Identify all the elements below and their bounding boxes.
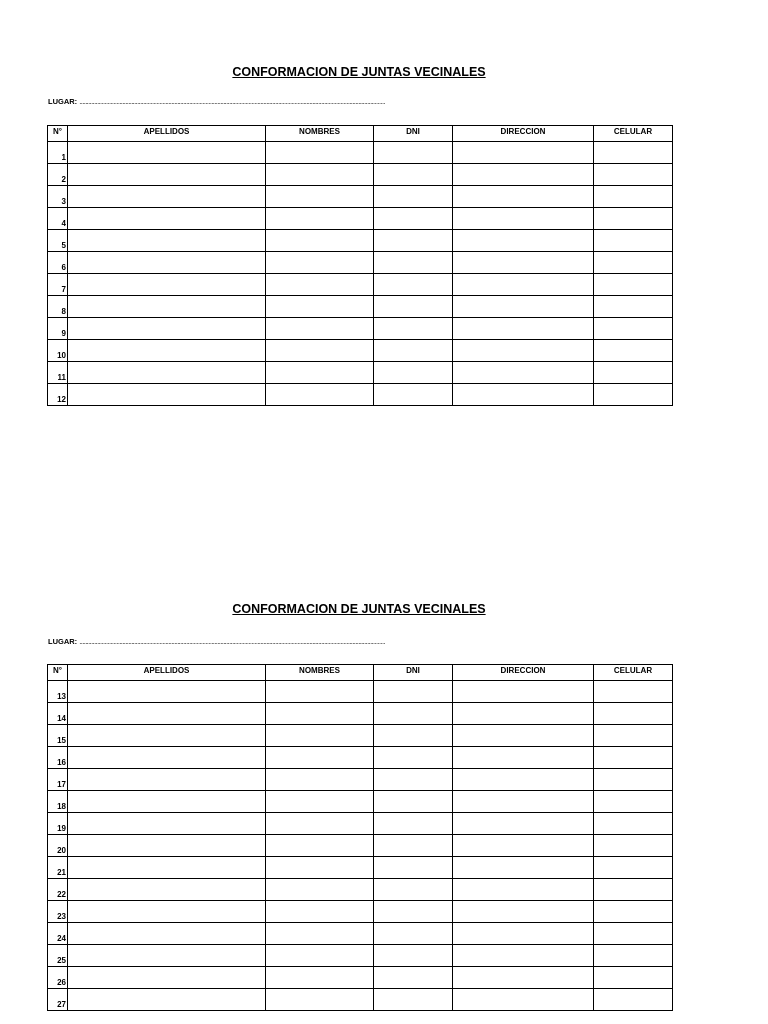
dni-cell[interactable]: [374, 901, 453, 923]
apellidos-cell[interactable]: [68, 340, 266, 362]
dni-cell[interactable]: [374, 989, 453, 1011]
direccion-cell[interactable]: [453, 923, 594, 945]
celular-cell[interactable]: [594, 186, 673, 208]
table-row: [48, 208, 673, 230]
direccion-cell[interactable]: [453, 967, 594, 989]
dni-cell[interactable]: [374, 252, 453, 274]
dni-cell[interactable]: [374, 923, 453, 945]
table-row: [48, 296, 673, 318]
row-number: 14: [48, 703, 68, 725]
nombres-cell[interactable]: [266, 274, 374, 296]
dni-cell[interactable]: [374, 967, 453, 989]
nombres-cell[interactable]: [266, 989, 374, 1011]
direccion-cell[interactable]: [453, 208, 594, 230]
celular-cell[interactable]: [594, 879, 673, 901]
celular-cell[interactable]: [594, 901, 673, 923]
celular-cell[interactable]: [594, 857, 673, 879]
column-header-direccion: DIRECCION: [453, 665, 594, 681]
nombres-cell[interactable]: [266, 318, 374, 340]
row-number: 4: [48, 208, 68, 230]
lugar-line: [48, 637, 385, 646]
dni-cell[interactable]: [374, 681, 453, 703]
nombres-cell[interactable]: [266, 747, 374, 769]
apellidos-cell[interactable]: [68, 208, 266, 230]
direccion-cell[interactable]: [453, 945, 594, 967]
column-header-dni: DNI: [374, 126, 453, 142]
celular-cell[interactable]: [594, 967, 673, 989]
table-row: [48, 703, 673, 725]
apellidos-cell[interactable]: [68, 791, 266, 813]
nombres-cell[interactable]: [266, 252, 374, 274]
apellidos-cell[interactable]: [68, 703, 266, 725]
apellidos-cell[interactable]: [68, 725, 266, 747]
dni-cell[interactable]: [374, 725, 453, 747]
row-number: 16: [48, 747, 68, 769]
direccion-cell[interactable]: [453, 340, 594, 362]
celular-cell[interactable]: [594, 208, 673, 230]
apellidos-cell[interactable]: [68, 967, 266, 989]
lugar-fill-line: ..............................................................................................................................................................................................................: [79, 637, 385, 646]
celular-cell[interactable]: [594, 164, 673, 186]
table-row: [48, 945, 673, 967]
celular-cell[interactable]: [594, 923, 673, 945]
nombres-cell[interactable]: [266, 296, 374, 318]
direccion-cell[interactable]: [453, 879, 594, 901]
celular-cell[interactable]: [594, 318, 673, 340]
dni-cell[interactable]: [374, 340, 453, 362]
direccion-cell[interactable]: [453, 252, 594, 274]
table-row: [48, 362, 673, 384]
direccion-cell[interactable]: [453, 769, 594, 791]
apellidos-cell[interactable]: [68, 362, 266, 384]
row-number: 22: [48, 879, 68, 901]
celular-cell[interactable]: [594, 747, 673, 769]
nombres-cell[interactable]: [266, 142, 374, 164]
column-header-apellidos: APELLIDOS: [68, 126, 266, 142]
table-row: [48, 791, 673, 813]
direccion-cell[interactable]: [453, 186, 594, 208]
column-header-direccion: DIRECCION: [453, 126, 594, 142]
dni-cell[interactable]: [374, 384, 453, 406]
lugar-line: [48, 97, 385, 106]
nombres-cell[interactable]: [266, 681, 374, 703]
row-number: 9: [48, 318, 68, 340]
apellidos-cell[interactable]: [68, 142, 266, 164]
celular-cell[interactable]: [594, 769, 673, 791]
direccion-cell[interactable]: [453, 164, 594, 186]
table-row: [48, 747, 673, 769]
apellidos-cell[interactable]: [68, 769, 266, 791]
nombres-cell[interactable]: [266, 923, 374, 945]
nombres-cell[interactable]: [266, 791, 374, 813]
table-header-row: [48, 665, 673, 681]
nombres-cell[interactable]: [266, 208, 374, 230]
dni-cell[interactable]: [374, 791, 453, 813]
row-number: 15: [48, 725, 68, 747]
lugar-label: LUGAR:: [48, 637, 78, 646]
column-header-dni: DNI: [374, 665, 453, 681]
dni-cell[interactable]: [374, 208, 453, 230]
apellidos-cell[interactable]: [68, 681, 266, 703]
nombres-cell[interactable]: [266, 230, 374, 252]
nombres-cell[interactable]: [266, 769, 374, 791]
celular-cell[interactable]: [594, 230, 673, 252]
row-number: 23: [48, 901, 68, 923]
row-number: 1: [48, 142, 68, 164]
nombres-cell[interactable]: [266, 945, 374, 967]
celular-cell[interactable]: [594, 384, 673, 406]
table-row: [48, 142, 673, 164]
dni-cell[interactable]: [374, 142, 453, 164]
apellidos-cell[interactable]: [68, 384, 266, 406]
direccion-cell[interactable]: [453, 296, 594, 318]
apellidos-cell[interactable]: [68, 989, 266, 1011]
dni-cell[interactable]: [374, 945, 453, 967]
celular-cell[interactable]: [594, 362, 673, 384]
members-table: [47, 125, 673, 406]
table-row: [48, 186, 673, 208]
apellidos-cell[interactable]: [68, 164, 266, 186]
celular-cell[interactable]: [594, 725, 673, 747]
row-number: 10: [48, 340, 68, 362]
apellidos-cell[interactable]: [68, 747, 266, 769]
row-number: 3: [48, 186, 68, 208]
nombres-cell[interactable]: [266, 164, 374, 186]
row-number: 13: [48, 681, 68, 703]
column-header-nombres: NOMBRES: [266, 665, 374, 681]
nombres-cell[interactable]: [266, 835, 374, 857]
direccion-cell[interactable]: [453, 274, 594, 296]
table-row: [48, 923, 673, 945]
apellidos-cell[interactable]: [68, 318, 266, 340]
celular-cell[interactable]: [594, 681, 673, 703]
dni-cell[interactable]: [374, 703, 453, 725]
direccion-cell[interactable]: [453, 725, 594, 747]
celular-cell[interactable]: [594, 340, 673, 362]
celular-cell[interactable]: [594, 989, 673, 1011]
nombres-cell[interactable]: [266, 384, 374, 406]
direccion-cell[interactable]: [453, 362, 594, 384]
table-header-row: [48, 126, 673, 142]
direccion-cell[interactable]: [453, 747, 594, 769]
direccion-cell[interactable]: [453, 681, 594, 703]
row-number: 21: [48, 857, 68, 879]
direccion-cell[interactable]: [453, 835, 594, 857]
celular-cell[interactable]: [594, 813, 673, 835]
direccion-cell[interactable]: [453, 703, 594, 725]
dni-cell[interactable]: [374, 186, 453, 208]
table-row: [48, 274, 673, 296]
direccion-cell[interactable]: [453, 384, 594, 406]
row-number: 2: [48, 164, 68, 186]
table-row: [48, 681, 673, 703]
table-row: [48, 318, 673, 340]
celular-cell[interactable]: [594, 142, 673, 164]
apellidos-cell[interactable]: [68, 274, 266, 296]
nombres-cell[interactable]: [266, 703, 374, 725]
table-row: [48, 230, 673, 252]
direccion-cell[interactable]: [453, 791, 594, 813]
apellidos-cell[interactable]: [68, 296, 266, 318]
celular-cell[interactable]: [594, 296, 673, 318]
dni-cell[interactable]: [374, 769, 453, 791]
row-number: 25: [48, 945, 68, 967]
apellidos-cell[interactable]: [68, 186, 266, 208]
direccion-cell[interactable]: [453, 989, 594, 1011]
form-title: CONFORMACION DE JUNTAS VECINALES: [232, 602, 486, 616]
members-table: [47, 664, 673, 1011]
row-number: 20: [48, 835, 68, 857]
dni-cell[interactable]: [374, 813, 453, 835]
dni-cell[interactable]: [374, 318, 453, 340]
lugar-fill-line: ..............................................................................................................................................................................................................: [79, 97, 385, 106]
column-header-apellidos: APELLIDOS: [68, 665, 266, 681]
direccion-cell[interactable]: [453, 230, 594, 252]
table-row: [48, 164, 673, 186]
apellidos-cell[interactable]: [68, 835, 266, 857]
row-number: 11: [48, 362, 68, 384]
row-number: 19: [48, 813, 68, 835]
nombres-cell[interactable]: [266, 362, 374, 384]
table-row: [48, 967, 673, 989]
nombres-cell[interactable]: [266, 901, 374, 923]
table-row: [48, 813, 673, 835]
celular-cell[interactable]: [594, 703, 673, 725]
celular-cell[interactable]: [594, 945, 673, 967]
column-header-number: N°: [48, 126, 68, 142]
row-number: 24: [48, 923, 68, 945]
row-number: 18: [48, 791, 68, 813]
direccion-cell[interactable]: [453, 901, 594, 923]
lugar-label: LUGAR:: [48, 97, 78, 106]
celular-cell[interactable]: [594, 252, 673, 274]
table-row: [48, 857, 673, 879]
celular-cell[interactable]: [594, 274, 673, 296]
row-number: 17: [48, 769, 68, 791]
row-number: 7: [48, 274, 68, 296]
nombres-cell[interactable]: [266, 340, 374, 362]
table-row: [48, 835, 673, 857]
table-row: [48, 252, 673, 274]
table-row: [48, 384, 673, 406]
direccion-cell[interactable]: [453, 857, 594, 879]
dni-cell[interactable]: [374, 879, 453, 901]
dni-cell[interactable]: [374, 296, 453, 318]
direccion-cell[interactable]: [453, 318, 594, 340]
apellidos-cell[interactable]: [68, 813, 266, 835]
dni-cell[interactable]: [374, 230, 453, 252]
celular-cell[interactable]: [594, 835, 673, 857]
nombres-cell[interactable]: [266, 186, 374, 208]
table-row: [48, 340, 673, 362]
nombres-cell[interactable]: [266, 857, 374, 879]
apellidos-cell[interactable]: [68, 901, 266, 923]
table-row: [48, 725, 673, 747]
dni-cell[interactable]: [374, 274, 453, 296]
apellidos-cell[interactable]: [68, 857, 266, 879]
dni-cell[interactable]: [374, 747, 453, 769]
form-title: CONFORMACION DE JUNTAS VECINALES: [232, 65, 486, 79]
row-number: 5: [48, 230, 68, 252]
apellidos-cell[interactable]: [68, 230, 266, 252]
column-header-number: N°: [48, 665, 68, 681]
nombres-cell[interactable]: [266, 967, 374, 989]
column-header-celular: CELULAR: [594, 126, 673, 142]
row-number: 6: [48, 252, 68, 274]
table-row: [48, 989, 673, 1011]
table-row: [48, 879, 673, 901]
row-number: 27: [48, 989, 68, 1011]
apellidos-cell[interactable]: [68, 879, 266, 901]
apellidos-cell[interactable]: [68, 252, 266, 274]
nombres-cell[interactable]: [266, 813, 374, 835]
dni-cell[interactable]: [374, 857, 453, 879]
nombres-cell[interactable]: [266, 879, 374, 901]
apellidos-cell[interactable]: [68, 923, 266, 945]
row-number: 12: [48, 384, 68, 406]
column-header-celular: CELULAR: [594, 665, 673, 681]
table-row: [48, 769, 673, 791]
nombres-cell[interactable]: [266, 725, 374, 747]
row-number: 8: [48, 296, 68, 318]
apellidos-cell[interactable]: [68, 945, 266, 967]
direccion-cell[interactable]: [453, 813, 594, 835]
dni-cell[interactable]: [374, 835, 453, 857]
direccion-cell[interactable]: [453, 142, 594, 164]
celular-cell[interactable]: [594, 791, 673, 813]
dni-cell[interactable]: [374, 362, 453, 384]
column-header-nombres: NOMBRES: [266, 126, 374, 142]
dni-cell[interactable]: [374, 164, 453, 186]
table-row: [48, 901, 673, 923]
row-number: 26: [48, 967, 68, 989]
